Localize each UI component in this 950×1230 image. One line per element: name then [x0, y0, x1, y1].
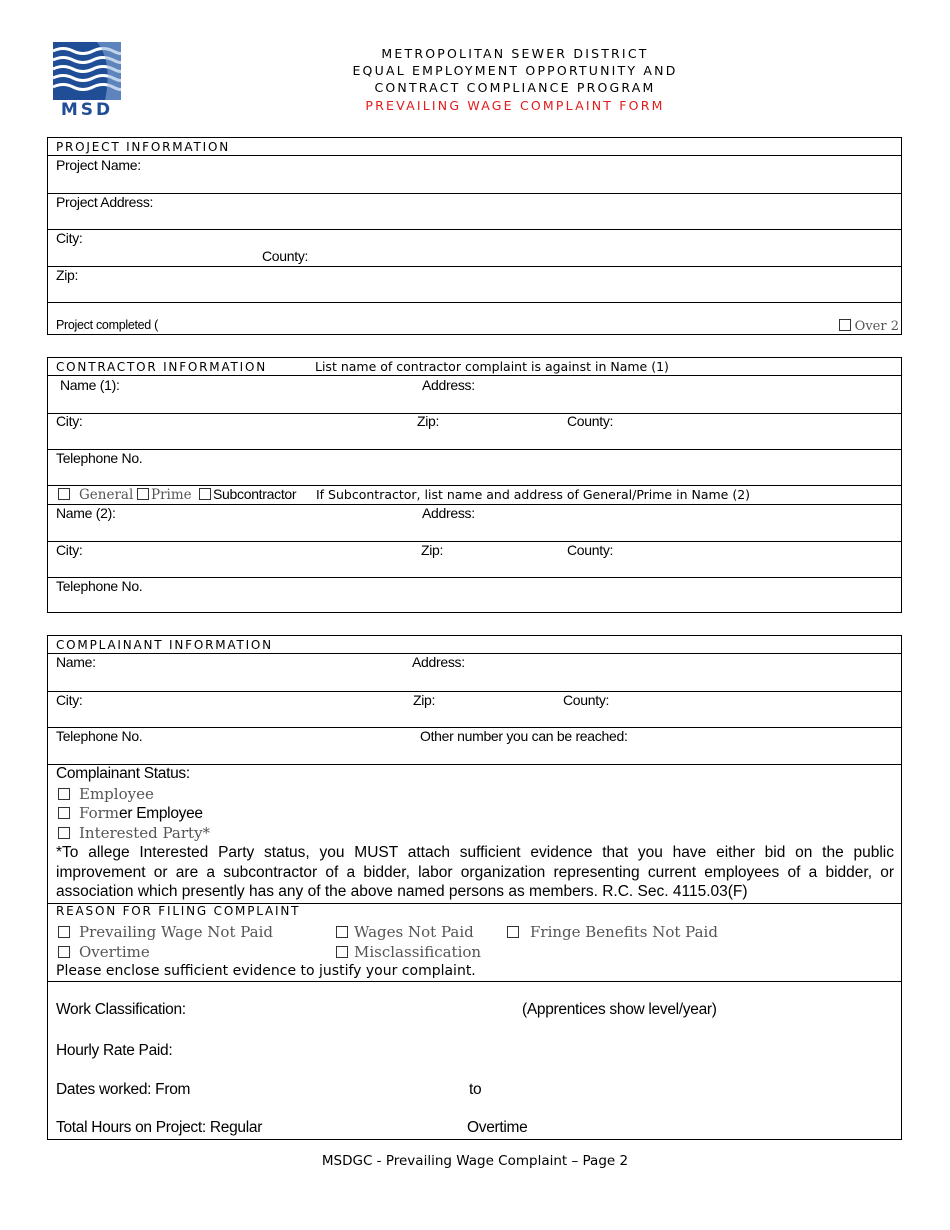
over-label: Over 2: [854, 319, 899, 334]
complainant-other-phone-label: Other number you can be reached:: [420, 728, 628, 744]
contractor-section-note: List name of contractor complaint is against in Name (1): [315, 359, 669, 374]
subcontractor-note: If Subcontractor, list name and address of General/Prime in Name (2): [316, 487, 751, 502]
prevailing-checkbox[interactable]: [58, 926, 70, 938]
project-city-label: City:: [56, 230, 83, 246]
prime-checkbox[interactable]: [137, 488, 149, 500]
project-address-label: Project Address:: [56, 194, 154, 210]
complainant-zip-label: Zip:: [413, 692, 436, 708]
complainant-status-label: Complainant Status:: [56, 765, 190, 782]
complainant-address-label: Address:: [412, 654, 465, 670]
prime-option[interactable]: [137, 487, 192, 503]
interested-party-checkbox[interactable]: [58, 827, 70, 839]
contractor-address1-label: Address:: [422, 377, 475, 393]
employee-checkbox[interactable]: [58, 788, 70, 800]
reason-misclass-option[interactable]: [336, 943, 481, 961]
complainant-section-title: COMPLAINANT INFORMATION: [56, 638, 273, 652]
org-name: METROPOLITAN SEWER DISTRICT: [381, 46, 649, 61]
reason-wages-option[interactable]: [336, 923, 474, 941]
over-checkbox[interactable]: [839, 319, 851, 331]
former-label-b: er Employee: [119, 805, 203, 822]
complainant-county-label: County:: [563, 692, 610, 708]
status-interested-option[interactable]: [58, 824, 210, 842]
misclass-label: Misclassification: [354, 943, 482, 961]
page-footer: MSDGC - Prevailing Wage Complaint – Page 2: [321, 1153, 629, 1169]
complainant-section: [47, 635, 902, 1140]
prime-label: Prime: [151, 487, 192, 503]
contractor-county2-label: County:: [567, 542, 614, 558]
overtime-option-label: Overtime: [79, 943, 150, 961]
reason-overtime-option[interactable]: [58, 943, 150, 961]
contractor-name2-label: Name (2):: [56, 505, 116, 521]
overtime-hours-label: Overtime: [467, 1119, 528, 1136]
contractor-name1-label: Name (1):: [60, 377, 120, 393]
prevailing-label: Prevailing Wage Not Paid: [79, 923, 273, 941]
dates-to-label: to: [469, 1081, 482, 1098]
contractor-phone1-label: Telephone No.: [56, 450, 143, 466]
fringe-label: Fringe Benefits Not Paid: [530, 923, 718, 941]
subcontractor-label: Subcontractor: [213, 486, 297, 502]
wages-label: Wages Not Paid: [354, 923, 474, 941]
apprentice-note: (Apprentices show level/year): [522, 1001, 717, 1018]
fringe-checkbox[interactable]: [507, 926, 519, 938]
contractor-city1-label: City:: [56, 413, 83, 429]
interested-party-note: *To allege Interested Party status, you MUST attach sufficient evidence that you have either bid on the public improvement or are a subcontractor of a bidder, labor organization representing current employees of a bidder, or association which presently has any of the above named persons as members. R.C. Sec. 4115.03(F): [56, 844, 894, 900]
contractor-address2-label: Address:: [422, 505, 475, 521]
project-over-option[interactable]: [839, 319, 899, 334]
status-employee-option[interactable]: [58, 785, 154, 803]
hourly-rate-label: Hourly Rate Paid:: [56, 1042, 173, 1059]
wages-checkbox[interactable]: [336, 926, 348, 938]
program-line-2: CONTRACT COMPLIANCE PROGRAM: [374, 80, 656, 95]
complainant-phone-label: Telephone No.: [56, 728, 143, 744]
program-line-1: EQUAL EMPLOYMENT OPPORTUNITY AND: [352, 63, 678, 78]
general-checkbox[interactable]: [58, 488, 70, 500]
overtime-checkbox[interactable]: [58, 946, 70, 958]
employee-label: Employee: [79, 785, 154, 803]
project-section: [47, 137, 902, 335]
former-label-a: Form: [79, 804, 120, 822]
subcontractor-checkbox[interactable]: [199, 488, 211, 500]
contractor-section: [47, 357, 902, 613]
contractor-city2-label: City:: [56, 542, 83, 558]
misclass-checkbox[interactable]: [336, 946, 348, 958]
contractor-phone2-label: Telephone No.: [56, 578, 143, 594]
msd-logo: [53, 42, 121, 122]
contractor-zip1-label: Zip:: [417, 413, 440, 429]
project-completed-label: Project completed (: [56, 318, 158, 332]
project-name-label: Project Name:: [56, 157, 141, 173]
former-employee-checkbox[interactable]: [58, 807, 70, 819]
total-hours-label: Total Hours on Project: Regular: [56, 1119, 263, 1136]
project-section-title: PROJECT INFORMATION: [56, 140, 230, 154]
complainant-name-label: Name:: [56, 654, 96, 670]
form-title: PREVAILING WAGE COMPLAINT FORM: [365, 98, 665, 113]
reason-prevailing-option[interactable]: [58, 923, 273, 941]
dates-worked-label: Dates worked: From: [56, 1081, 191, 1098]
general-label: General: [79, 487, 134, 503]
logo-text: MSD: [60, 100, 114, 120]
contractor-zip2-label: Zip:: [421, 542, 444, 558]
interested-label: Interested Party*: [79, 824, 211, 842]
general-option[interactable]: [58, 487, 133, 503]
contractor-section-title: CONTRACTOR INFORMATION: [56, 360, 268, 374]
project-zip-label: Zip:: [56, 267, 79, 283]
contractor-county1-label: County:: [567, 413, 614, 429]
reason-section-title: REASON FOR FILING COMPLAINT: [56, 904, 301, 918]
complainant-city-label: City:: [56, 692, 83, 708]
project-county-label: County:: [262, 248, 309, 264]
status-former-option[interactable]: [58, 804, 203, 823]
reason-fringe-option[interactable]: [507, 923, 718, 941]
work-classification-label: Work Classification:: [56, 1001, 186, 1018]
subcontractor-option[interactable]: [199, 486, 296, 502]
evidence-note: Please enclose sufficient evidence to justify your complaint.: [56, 963, 476, 979]
